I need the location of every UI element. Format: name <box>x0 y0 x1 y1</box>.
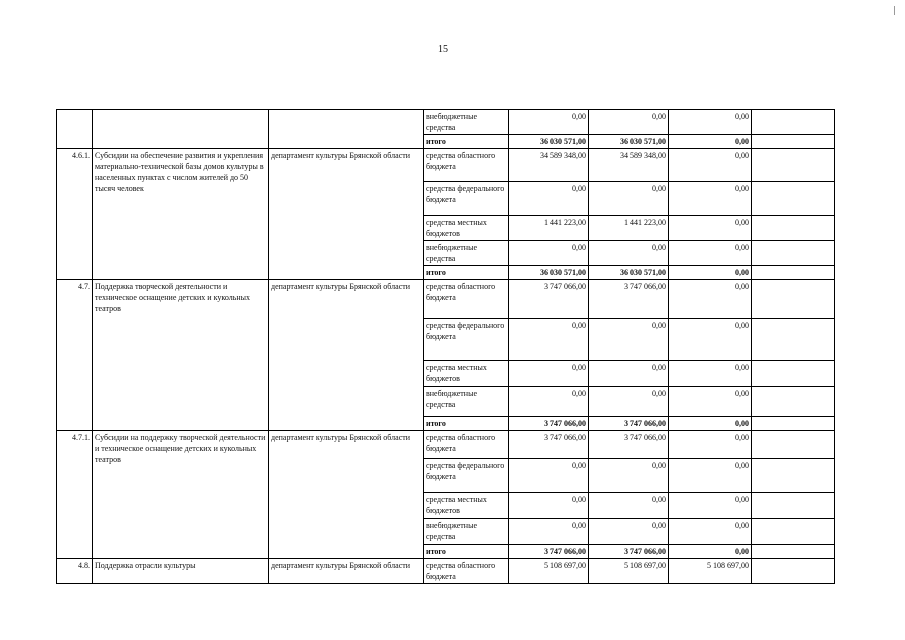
value-cell: 0,00 <box>669 280 752 319</box>
empty-cell <box>752 149 835 182</box>
value-cell: 0,00 <box>669 361 752 387</box>
empty-cell <box>752 545 835 559</box>
value-cell: 5 108 697,00 <box>509 559 589 584</box>
empty-cell <box>752 110 835 135</box>
empty-cell <box>752 559 835 584</box>
name-cell: Субсидии на обеспечение развития и укрепления материально-технической базы домов культуры в населенных пунктах с числом жителей до 50 тысяч человек <box>93 149 269 280</box>
table-row <box>57 431 835 459</box>
value-cell: 0,00 <box>509 361 589 387</box>
value-cell: 0,00 <box>509 182 589 216</box>
source-label: средства федерального бюджета <box>424 319 509 361</box>
value-cell: 0,00 <box>589 361 669 387</box>
value-cell: 0,00 <box>509 110 589 135</box>
value-cell: 3 747 066,00 <box>509 417 589 431</box>
empty-cell <box>752 241 835 266</box>
value-cell: 0,00 <box>669 459 752 493</box>
code-cell: 4.8. <box>57 559 93 584</box>
value-cell: 36 030 571,00 <box>509 135 589 149</box>
value-cell: 0,00 <box>509 459 589 493</box>
value-cell: 0,00 <box>589 519 669 545</box>
value-cell: 0,00 <box>589 241 669 266</box>
value-cell: 0,00 <box>669 319 752 361</box>
value-cell: 0,00 <box>669 110 752 135</box>
executor-cell: департамент культуры Брянской области <box>269 431 424 559</box>
empty-cell <box>752 182 835 216</box>
total-label: итого <box>424 135 509 149</box>
name-cell: Субсидии на поддержку творческой деятельности и техническое оснащение детских и кукольных театров <box>93 431 269 559</box>
empty-cell <box>752 266 835 280</box>
value-cell: 0,00 <box>669 149 752 182</box>
source-label: средства областного бюджета <box>424 559 509 584</box>
code-cell: 4.7. <box>57 280 93 431</box>
executor-cell <box>269 110 424 149</box>
value-cell: 5 108 697,00 <box>589 559 669 584</box>
value-cell: 0,00 <box>669 431 752 459</box>
value-cell: 3 747 066,00 <box>589 545 669 559</box>
value-cell: 3 747 066,00 <box>589 280 669 319</box>
executor-cell: департамент культуры Брянской области <box>269 280 424 431</box>
value-cell: 0,00 <box>669 387 752 417</box>
value-cell: 3 747 066,00 <box>509 545 589 559</box>
total-label: итого <box>424 266 509 280</box>
value-cell: 0,00 <box>589 182 669 216</box>
table-row <box>57 559 835 584</box>
value-cell: 3 747 066,00 <box>509 280 589 319</box>
source-label: средства федерального бюджета <box>424 182 509 216</box>
value-cell: 0,00 <box>669 545 752 559</box>
table-row <box>57 110 835 135</box>
value-cell: 3 747 066,00 <box>589 417 669 431</box>
value-cell: 0,00 <box>509 519 589 545</box>
scan-edge-mark <box>894 6 895 15</box>
value-cell: 1 441 223,00 <box>509 216 589 241</box>
empty-cell <box>752 519 835 545</box>
source-label: внебюджетные средства <box>424 519 509 545</box>
value-cell: 0,00 <box>669 417 752 431</box>
value-cell: 0,00 <box>669 216 752 241</box>
value-cell: 0,00 <box>589 110 669 135</box>
empty-cell <box>752 280 835 319</box>
value-cell: 0,00 <box>509 387 589 417</box>
value-cell: 0,00 <box>589 387 669 417</box>
empty-cell <box>752 417 835 431</box>
source-label: средства федерального бюджета <box>424 459 509 493</box>
total-label: итого <box>424 417 509 431</box>
value-cell: 1 441 223,00 <box>589 216 669 241</box>
code-cell: 4.7.1. <box>57 431 93 559</box>
source-label: средства местных бюджетов <box>424 493 509 519</box>
value-cell: 3 747 066,00 <box>589 431 669 459</box>
table-row <box>57 280 835 319</box>
empty-cell <box>752 387 835 417</box>
code-cell: 4.6.1. <box>57 149 93 280</box>
executor-cell: департамент культуры Брянской области <box>269 149 424 280</box>
value-cell: 0,00 <box>509 319 589 361</box>
value-cell: 0,00 <box>669 519 752 545</box>
value-cell: 36 030 571,00 <box>589 135 669 149</box>
value-cell: 0,00 <box>509 493 589 519</box>
name-cell <box>93 110 269 149</box>
table-row <box>57 149 835 182</box>
value-cell: 0,00 <box>589 319 669 361</box>
source-label: внебюджетные средства <box>424 241 509 266</box>
code-cell <box>57 110 93 149</box>
empty-cell <box>752 361 835 387</box>
value-cell: 0,00 <box>509 241 589 266</box>
source-label: средства областного бюджета <box>424 280 509 319</box>
source-label: внебюджетные средства <box>424 110 509 135</box>
source-label: внебюджетные средства <box>424 387 509 417</box>
source-label: средства местных бюджетов <box>424 361 509 387</box>
value-cell: 0,00 <box>589 459 669 493</box>
value-cell: 36 030 571,00 <box>589 266 669 280</box>
value-cell: 0,00 <box>589 493 669 519</box>
name-cell: Поддержка творческой деятельности и техническое оснащение детских и кукольных театров <box>93 280 269 431</box>
source-label: средства областного бюджета <box>424 431 509 459</box>
name-cell: Поддержка отрасли культуры <box>93 559 269 584</box>
page-number: 15 <box>438 44 448 55</box>
empty-cell <box>752 319 835 361</box>
total-label: итого <box>424 545 509 559</box>
value-cell: 34 589 348,00 <box>509 149 589 182</box>
empty-cell <box>752 216 835 241</box>
value-cell: 5 108 697,00 <box>669 559 752 584</box>
value-cell: 3 747 066,00 <box>509 431 589 459</box>
value-cell: 0,00 <box>669 182 752 216</box>
value-cell: 0,00 <box>669 241 752 266</box>
value-cell: 0,00 <box>669 135 752 149</box>
budget-table <box>56 109 835 584</box>
value-cell: 0,00 <box>669 493 752 519</box>
executor-cell: департамент культуры Брянской области <box>269 559 424 584</box>
empty-cell <box>752 459 835 493</box>
source-label: средства местных бюджетов <box>424 216 509 241</box>
source-label: средства областного бюджета <box>424 149 509 182</box>
value-cell: 0,00 <box>669 266 752 280</box>
empty-cell <box>752 431 835 459</box>
empty-cell <box>752 135 835 149</box>
value-cell: 36 030 571,00 <box>509 266 589 280</box>
value-cell: 34 589 348,00 <box>589 149 669 182</box>
empty-cell <box>752 493 835 519</box>
